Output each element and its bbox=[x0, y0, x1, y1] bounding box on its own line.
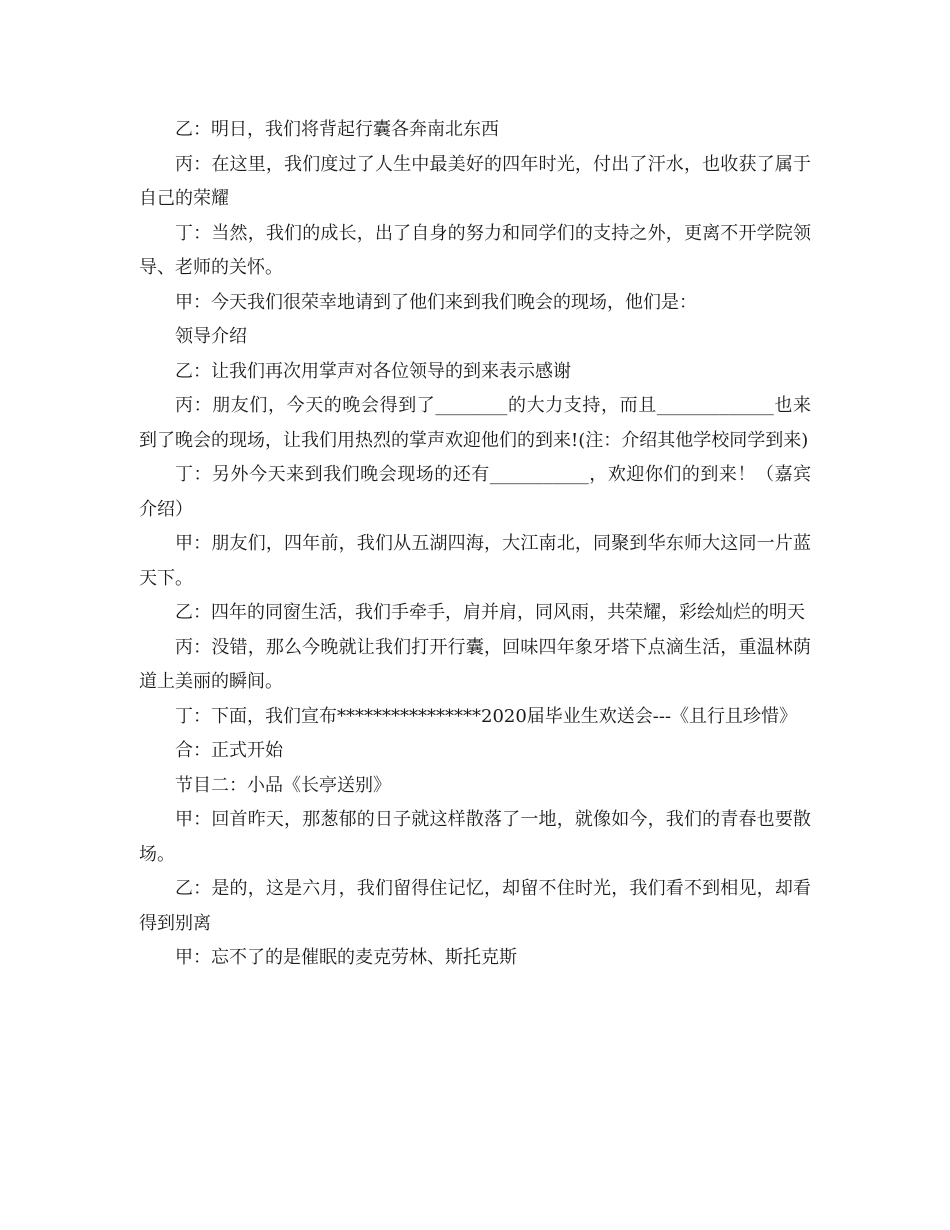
paragraph-16: 乙：是的，这是六月，我们留得住记忆，却留不住时光，我们看不到相见，却看得到别离 bbox=[139, 878, 811, 934]
paragraph-3: 丁：当然，我们的成长，出了自身的努力和同学们的支持之外，更离不开学院领导、老师的关怀。 bbox=[139, 222, 811, 278]
paragraph-10: 乙：四年的同窗生活，我们手牵手，肩并肩，同风雨，共荣耀，彩绘灿烂的明天 bbox=[175, 602, 805, 623]
paragraph-1: 乙：明日，我们将背起行囊各奔南北东西 bbox=[175, 119, 499, 140]
paragraph-8: 丁：另外今天来到我们晚会现场的还有___________，欢迎你们的到来！（嘉宾介绍） bbox=[139, 464, 811, 520]
paragraph-5: 领导介绍 bbox=[175, 326, 247, 347]
paragraph-11: 丙：没错，那么今晚就让我们打开行囊，回味四年象牙塔下点滴生活，重温林荫道上美丽的瞬间。 bbox=[139, 636, 811, 692]
paragraph-4: 甲：今天我们很荣幸地请到了他们来到我们晚会的现场，他们是： bbox=[175, 291, 697, 313]
paragraph-12: 丁：下面，我们宣布****************2020届毕业生欢送会---《且行且珍惜》 bbox=[175, 705, 798, 727]
document-body bbox=[139, 113, 811, 976]
paragraph-17: 甲：忘不了的是催眠的麦克劳林、斯托克斯 bbox=[175, 947, 517, 968]
paragraph-2: 丙：在这里，我们度过了人生中最美好的四年时光，付出了汗水，也收获了属于自己的荣耀 bbox=[139, 153, 811, 209]
paragraph-13: 合：正式开始 bbox=[175, 740, 283, 761]
paragraph-9: 甲：朋友们，四年前，我们从五湖四海，大江南北，同聚到华东师大这同一片蓝天下。 bbox=[139, 533, 811, 589]
paragraph-7: 丙：朋友们，今天的晚会得到了________的大力支持，而且_____________也来到了晚会的现场，让我们用热烈的掌声欢迎他们的到来!(注：介绍其他学校同学到来) bbox=[139, 395, 811, 451]
paragraph-15: 甲：回首昨天，那葱郁的日子就这样散落了一地，就像如今，我们的青春也要散场。 bbox=[139, 809, 811, 865]
paragraph-14: 节目二：小品《长亭送别》 bbox=[175, 774, 391, 796]
paragraph-6: 乙：让我们再次用掌声对各位领导的到来表示感谢 bbox=[175, 360, 571, 382]
